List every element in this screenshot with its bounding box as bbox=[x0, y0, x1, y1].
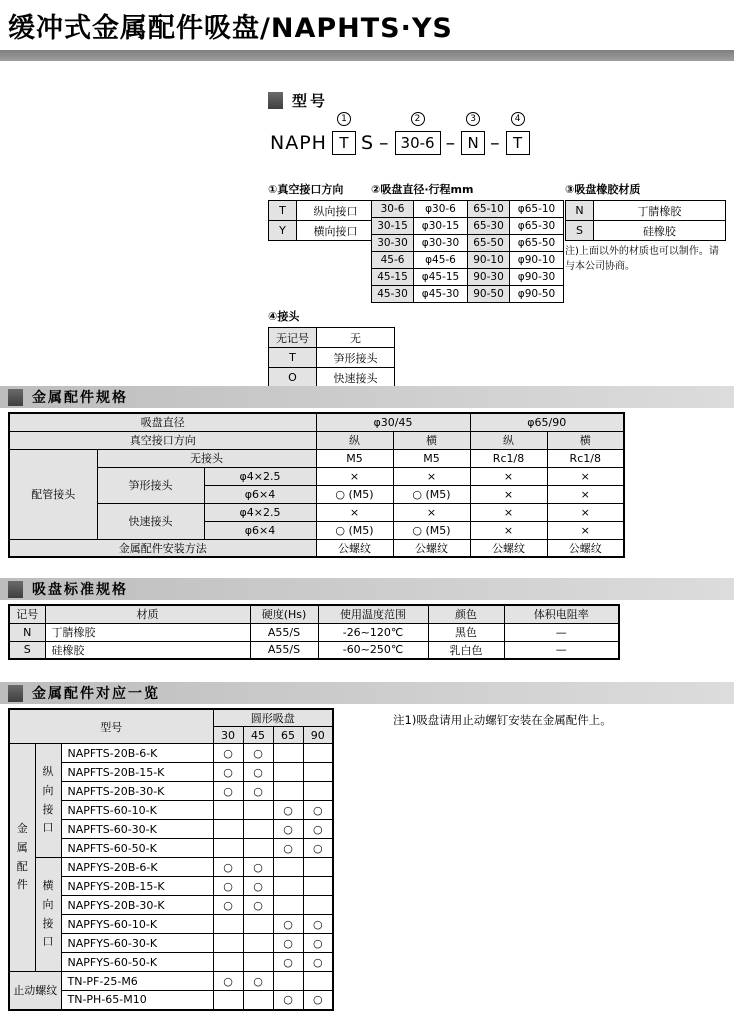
code-cell: 无记号 bbox=[269, 328, 317, 348]
material-name-cell: 硅橡胶 bbox=[45, 641, 250, 659]
value-cell: Rc1/8 bbox=[470, 449, 547, 467]
code-cell: 65-50 bbox=[468, 235, 510, 252]
size-cell: φ6×4 bbox=[204, 521, 316, 539]
model-code-part4 bbox=[506, 112, 530, 155]
value-cell: × bbox=[470, 485, 547, 503]
model-cell: NAPFYS-60-10-K bbox=[61, 915, 213, 934]
size-header-cell: 30 bbox=[213, 727, 243, 744]
option-rubber-title: ③吸盘橡胶材质 bbox=[565, 183, 641, 196]
model-code-part2 bbox=[395, 112, 441, 155]
section-marker-icon bbox=[8, 389, 23, 406]
mark-cell bbox=[243, 991, 273, 1010]
model-cell: TN-PH-65-M10 bbox=[61, 991, 213, 1010]
value-cell: × bbox=[470, 503, 547, 521]
material-table bbox=[8, 604, 620, 660]
value-cell: 公螺纹 bbox=[547, 539, 624, 557]
model-section-title: 型号 bbox=[292, 92, 329, 110]
mark-cell: ○ bbox=[273, 991, 303, 1010]
circ-space bbox=[511, 112, 525, 131]
row-label-cell: 快速接头 bbox=[97, 503, 204, 539]
compat-table bbox=[8, 708, 334, 1011]
material-section-header bbox=[0, 578, 734, 600]
compat-note: 注1)吸盘请用止动螺钉安装在金属配件上。 bbox=[393, 713, 612, 727]
mark-cell: ○ bbox=[273, 915, 303, 934]
value-cell: -60~250℃ bbox=[318, 641, 428, 659]
circled-number-3: 3 bbox=[466, 112, 480, 126]
model-cell: NAPFTS-20B-15-K bbox=[61, 763, 213, 782]
value-cell: × bbox=[547, 467, 624, 485]
option-diameter bbox=[371, 181, 564, 303]
model-code-dash bbox=[446, 112, 457, 155]
label-cell: 丁腈橡胶 bbox=[593, 201, 725, 221]
model-cell: TN-PF-25-M6 bbox=[61, 972, 213, 991]
code-cell: S bbox=[566, 221, 594, 241]
mark-cell: ○ bbox=[303, 991, 333, 1010]
mark-cell bbox=[303, 972, 333, 991]
mark-cell: ○ bbox=[273, 801, 303, 820]
code-cell: S bbox=[9, 641, 45, 659]
mark-cell bbox=[243, 801, 273, 820]
material-section-title: 吸盘标准规格 bbox=[32, 582, 128, 598]
stop-screw-label: 止动螺纹 bbox=[9, 972, 61, 1010]
model-code-prefix bbox=[270, 112, 327, 155]
model-code-box: N bbox=[461, 131, 485, 155]
header-cell: φ30/45 bbox=[316, 413, 470, 431]
model-code-text: NAPH bbox=[270, 132, 327, 154]
model-code bbox=[270, 112, 530, 155]
value-cell: -26~120℃ bbox=[318, 623, 428, 641]
mark-cell bbox=[213, 991, 243, 1010]
fitting-group-label: 金属配件 bbox=[9, 744, 35, 972]
column-header-cell: 硬度(Hs) bbox=[250, 605, 318, 623]
mark-cell: ○ bbox=[273, 839, 303, 858]
mark-cell: ○ bbox=[243, 858, 273, 877]
label-cell: 硅橡胶 bbox=[593, 221, 725, 241]
mark-cell: ○ bbox=[213, 972, 243, 991]
model-code-dash bbox=[490, 112, 501, 155]
label-cell: 无 bbox=[317, 328, 395, 348]
page-title: 缓冲式金属配件吸盘/NAPHTS·YS bbox=[8, 13, 453, 44]
value-cell: × bbox=[547, 485, 624, 503]
label-cell: 笋形接头 bbox=[317, 348, 395, 368]
value-cell: × bbox=[316, 503, 393, 521]
vertical-port-label: 纵向接口 bbox=[35, 744, 61, 858]
value-cell: ○ (M5) bbox=[316, 521, 393, 539]
value-cell: Rc1/8 bbox=[547, 449, 624, 467]
mark-cell: ○ bbox=[213, 896, 243, 915]
group-column-header: 圆形吸盘 bbox=[213, 709, 333, 727]
code-cell: Y bbox=[269, 221, 297, 241]
mark-cell bbox=[273, 877, 303, 896]
model-code-part3 bbox=[461, 112, 485, 155]
code-cell: 65-10 bbox=[468, 201, 510, 218]
model-cell: NAPFYS-60-30-K bbox=[61, 934, 213, 953]
dash-text: – bbox=[379, 132, 390, 154]
model-code-box: T bbox=[506, 131, 530, 155]
size-header-cell: 45 bbox=[243, 727, 273, 744]
mark-cell: ○ bbox=[213, 782, 243, 801]
column-header-cell: 材质 bbox=[45, 605, 250, 623]
model-cell: NAPFYS-20B-30-K bbox=[61, 896, 213, 915]
row-label-cell: 笋形接头 bbox=[97, 467, 204, 503]
code-cell: 90-10 bbox=[468, 252, 510, 269]
size-cell: φ6×4 bbox=[204, 485, 316, 503]
dash-text: – bbox=[490, 132, 501, 154]
header-cell: 横 bbox=[547, 431, 624, 449]
section-marker-icon bbox=[268, 92, 283, 109]
circled-number-1: 1 bbox=[337, 112, 351, 126]
model-cell: NAPFYS-60-50-K bbox=[61, 953, 213, 972]
model-cell: NAPFYS-20B-6-K bbox=[61, 858, 213, 877]
code-cell: 90-50 bbox=[468, 286, 510, 303]
mark-cell bbox=[213, 953, 243, 972]
mark-cell: ○ bbox=[243, 896, 273, 915]
label-cell: φ90-30 bbox=[510, 269, 564, 286]
compat-section-title: 金属配件对应一览 bbox=[32, 686, 160, 702]
code-cell: O bbox=[269, 368, 317, 388]
row-label-cell: 无接头 bbox=[97, 449, 316, 467]
value-cell: × bbox=[470, 467, 547, 485]
option-direction-title: ①真空接口方向 bbox=[268, 183, 344, 196]
value-cell: 乳白色 bbox=[428, 641, 504, 659]
model-code-dash bbox=[379, 112, 390, 155]
label-cell: 纵向接口 bbox=[297, 201, 375, 221]
value-cell: 公螺纹 bbox=[316, 539, 393, 557]
spec-table bbox=[8, 412, 625, 558]
mark-cell bbox=[243, 934, 273, 953]
label-cell: φ65-50 bbox=[510, 235, 564, 252]
label-cell: 快速接头 bbox=[317, 368, 395, 388]
label-cell: 横向接口 bbox=[297, 221, 375, 241]
horizontal-port-label: 横向接口 bbox=[35, 858, 61, 972]
option-joint-table bbox=[268, 327, 395, 388]
value-cell: 黑色 bbox=[428, 623, 504, 641]
column-header-cell: 颜色 bbox=[428, 605, 504, 623]
label-cell: φ65-30 bbox=[510, 218, 564, 235]
mark-cell bbox=[213, 934, 243, 953]
code-cell: N bbox=[9, 623, 45, 641]
label-cell: φ30-6 bbox=[414, 201, 468, 218]
mark-cell bbox=[213, 915, 243, 934]
header-cell: 纵 bbox=[316, 431, 393, 449]
label-cell: φ30-15 bbox=[414, 218, 468, 235]
label-cell: φ90-50 bbox=[510, 286, 564, 303]
model-code-part1 bbox=[332, 112, 356, 155]
code-cell: 45-30 bbox=[372, 286, 414, 303]
column-header-cell: 使用温度范围 bbox=[318, 605, 428, 623]
label-cell: φ30-30 bbox=[414, 235, 468, 252]
title-divider-bar bbox=[0, 50, 734, 61]
model-code-box: T bbox=[332, 131, 356, 155]
mark-cell: ○ bbox=[243, 877, 273, 896]
header-cell: φ65/90 bbox=[470, 413, 624, 431]
spec-section-header bbox=[0, 386, 734, 408]
option-joint bbox=[268, 308, 395, 388]
value-cell: ○ (M5) bbox=[393, 521, 470, 539]
mark-cell: ○ bbox=[303, 953, 333, 972]
mark-cell: ○ bbox=[243, 763, 273, 782]
mark-cell bbox=[273, 972, 303, 991]
mark-cell: ○ bbox=[303, 934, 333, 953]
circled-number-4: 4 bbox=[511, 112, 525, 126]
model-cell: NAPFTS-20B-30-K bbox=[61, 782, 213, 801]
mark-cell bbox=[243, 915, 273, 934]
label-cell: φ45-30 bbox=[414, 286, 468, 303]
mark-cell bbox=[213, 801, 243, 820]
option-rubber bbox=[565, 181, 726, 274]
mark-cell bbox=[273, 763, 303, 782]
model-code-s bbox=[361, 112, 374, 155]
mark-cell bbox=[303, 763, 333, 782]
code-cell: T bbox=[269, 348, 317, 368]
value-cell: × bbox=[547, 521, 624, 539]
mark-cell bbox=[243, 953, 273, 972]
mark-cell: ○ bbox=[303, 820, 333, 839]
column-header-cell: 体积电阻率 bbox=[504, 605, 619, 623]
circ-space bbox=[466, 112, 480, 131]
size-header-cell: 90 bbox=[303, 727, 333, 744]
value-cell: × bbox=[393, 503, 470, 521]
value-cell: M5 bbox=[393, 449, 470, 467]
mark-cell bbox=[303, 896, 333, 915]
size-header-cell: 65 bbox=[273, 727, 303, 744]
header-cell: 横 bbox=[393, 431, 470, 449]
code-cell: 45-15 bbox=[372, 269, 414, 286]
mark-cell: ○ bbox=[213, 744, 243, 763]
value-cell: 公螺纹 bbox=[393, 539, 470, 557]
model-code-text: S bbox=[360, 132, 375, 154]
rubber-note: 注)上面以外的材质也可以制作。请与本公司协商。 bbox=[565, 246, 719, 272]
code-cell: 30-30 bbox=[372, 235, 414, 252]
code-cell: 45-6 bbox=[372, 252, 414, 269]
mark-cell: ○ bbox=[303, 839, 333, 858]
label-cell: φ90-10 bbox=[510, 252, 564, 269]
header-cell: 吸盘直径 bbox=[9, 413, 316, 431]
value-cell: M5 bbox=[316, 449, 393, 467]
value-cell: A55/S bbox=[250, 623, 318, 641]
mark-cell: ○ bbox=[273, 820, 303, 839]
option-joint-title: ④接头 bbox=[268, 310, 300, 323]
option-diameter-table bbox=[371, 200, 564, 303]
row-label-cell: 金属配件安装方法 bbox=[9, 539, 316, 557]
value-cell: ○ (M5) bbox=[393, 485, 470, 503]
value-cell: × bbox=[470, 521, 547, 539]
model-column-header: 型号 bbox=[9, 709, 213, 744]
mark-cell: ○ bbox=[243, 972, 273, 991]
material-name-cell: 丁腈橡胶 bbox=[45, 623, 250, 641]
value-cell: ○ (M5) bbox=[316, 485, 393, 503]
label-cell: φ45-6 bbox=[414, 252, 468, 269]
mark-cell: ○ bbox=[243, 782, 273, 801]
label-cell: φ45-15 bbox=[414, 269, 468, 286]
value-cell: A55/S bbox=[250, 641, 318, 659]
model-cell: NAPFTS-60-50-K bbox=[61, 839, 213, 858]
model-cell: NAPFYS-20B-15-K bbox=[61, 877, 213, 896]
header-cell: 真空接口方向 bbox=[9, 431, 316, 449]
compat-section-header bbox=[0, 682, 734, 704]
spec-section-title: 金属配件规格 bbox=[32, 390, 128, 406]
mark-cell: ○ bbox=[213, 763, 243, 782]
code-cell: N bbox=[566, 201, 594, 221]
value-cell: — bbox=[504, 623, 619, 641]
circled-number-2: 2 bbox=[411, 112, 425, 126]
mark-cell bbox=[273, 782, 303, 801]
option-direction bbox=[268, 181, 375, 241]
code-cell: 90-30 bbox=[468, 269, 510, 286]
code-cell: 30-15 bbox=[372, 218, 414, 235]
column-header-cell: 记号 bbox=[9, 605, 45, 623]
option-diameter-title: ②吸盘直径·行程mm bbox=[371, 183, 474, 196]
mark-cell: ○ bbox=[213, 858, 243, 877]
mark-cell bbox=[213, 839, 243, 858]
mark-cell: ○ bbox=[273, 953, 303, 972]
header-cell: 纵 bbox=[470, 431, 547, 449]
option-direction-table bbox=[268, 200, 375, 241]
mark-cell bbox=[303, 744, 333, 763]
size-cell: φ4×2.5 bbox=[204, 467, 316, 485]
section-marker-icon bbox=[8, 685, 23, 702]
mark-cell bbox=[273, 744, 303, 763]
mark-cell bbox=[273, 858, 303, 877]
model-cell: NAPFTS-60-30-K bbox=[61, 820, 213, 839]
size-cell: φ4×2.5 bbox=[204, 503, 316, 521]
mark-cell bbox=[243, 820, 273, 839]
dash-text: – bbox=[445, 132, 457, 154]
mark-cell: ○ bbox=[303, 801, 333, 820]
option-rubber-table bbox=[565, 200, 726, 241]
label-cell: φ65-10 bbox=[510, 201, 564, 218]
mark-cell bbox=[243, 839, 273, 858]
mark-cell: ○ bbox=[303, 915, 333, 934]
value-cell: × bbox=[393, 467, 470, 485]
mark-cell bbox=[303, 858, 333, 877]
mark-cell bbox=[303, 877, 333, 896]
mark-cell bbox=[273, 896, 303, 915]
model-section-header bbox=[268, 90, 328, 111]
value-cell: 公螺纹 bbox=[470, 539, 547, 557]
mark-cell: ○ bbox=[213, 877, 243, 896]
code-cell: T bbox=[269, 201, 297, 221]
circ-space bbox=[411, 112, 425, 131]
value-cell: × bbox=[316, 467, 393, 485]
model-cell: NAPFTS-20B-6-K bbox=[61, 744, 213, 763]
model-cell: NAPFTS-60-10-K bbox=[61, 801, 213, 820]
mark-cell bbox=[213, 820, 243, 839]
mark-cell: ○ bbox=[273, 934, 303, 953]
row-label-cell: 配管接头 bbox=[9, 449, 97, 539]
code-cell: 65-30 bbox=[468, 218, 510, 235]
section-marker-icon bbox=[8, 581, 23, 598]
value-cell: — bbox=[504, 641, 619, 659]
mark-cell: ○ bbox=[243, 744, 273, 763]
circ-space bbox=[337, 112, 351, 131]
code-cell: 30-6 bbox=[372, 201, 414, 218]
value-cell: × bbox=[547, 503, 624, 521]
model-code-box: 30-6 bbox=[395, 131, 441, 155]
mark-cell bbox=[303, 782, 333, 801]
